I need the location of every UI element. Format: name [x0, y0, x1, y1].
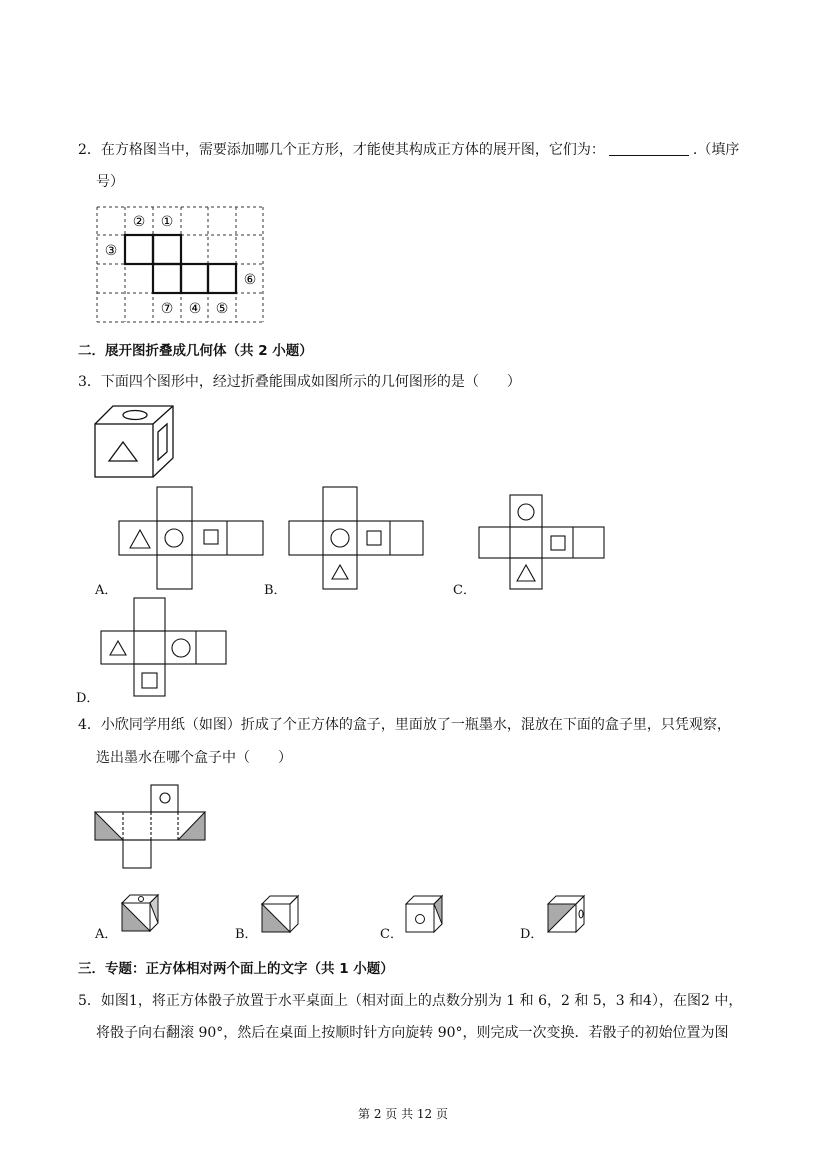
- q4-option-a-cube: [122, 895, 167, 935]
- q3-option-d-label[interactable]: D．: [76, 691, 100, 706]
- q4-line2: 选出墨水在哪个盒子中（ ）: [96, 750, 292, 766]
- q3-option-b-label[interactable]: B．: [264, 583, 287, 598]
- grid-label-6: ⑥: [243, 272, 257, 288]
- section-3-title: 三．专题：正方体相对两个面上的文字（共 1 小题）: [78, 961, 394, 977]
- q2-text-a: 2．在方格图当中，需要添加哪几个正方形，才能使其构成正方体的展开图，它们为：: [78, 142, 605, 158]
- q4-net-figure: [95, 785, 210, 875]
- q2-line2: 号）: [96, 174, 124, 190]
- q4-option-d-label[interactable]: D．: [520, 927, 544, 942]
- q3-option-b-net: [289, 487, 429, 592]
- q4-option-b-label[interactable]: B．: [235, 927, 258, 942]
- q2-grid-figure: [97, 207, 267, 327]
- q5-line2: 将骰子向右翻滚 90°，然后在桌面上按顺时针方向旋转 90°，则完成一次变换．若骰子的初始位置为图: [96, 1025, 729, 1041]
- q3-option-d-net: [101, 598, 236, 703]
- grid-label-7: ⑦: [160, 301, 174, 317]
- grid-label-4: ④: [188, 301, 202, 317]
- grid-label-1: ①: [160, 214, 174, 230]
- q4-option-b-cube: [262, 896, 307, 936]
- q4-option-c-cube: [406, 896, 451, 936]
- q4-line1: 4．小欣同学用纸（如图）折成了个正方体的盒子，里面放了一瓶墨水，混放在下面的盒子里，只凭观察，: [78, 717, 731, 733]
- q2-line1: [78, 139, 739, 159]
- grid-label-5: ⑤: [215, 301, 229, 317]
- q4-option-a-label[interactable]: A．: [95, 927, 118, 942]
- grid-label-3: ③: [104, 243, 118, 259]
- q3-option-a-label[interactable]: A．: [95, 583, 118, 598]
- q5-line1: 5．如图1，将正方体骰子放置于水平桌面上（相对面上的点数分别为 1 和 6，2 和 5，3 和4），在图2 中，: [78, 993, 743, 1009]
- q3-option-a-net: [119, 487, 269, 592]
- q3-stem: 3．下面四个图形中，经过折叠能围成如图所示的几何图形的是（ ）: [78, 374, 521, 390]
- q4-option-c-label[interactable]: C．: [380, 927, 403, 942]
- page-footer: 第 2 页 共 12 页: [358, 1107, 448, 1121]
- q4-option-d-cube: [548, 896, 593, 936]
- q3-option-c-net: [479, 495, 609, 595]
- q3-cube-figure: [95, 406, 185, 476]
- section-2-title: 二．展开图折叠成几何体（共 2 小题）: [78, 343, 313, 359]
- answer-blank[interactable]: [609, 141, 689, 156]
- q2-text-b: .（填序: [692, 142, 740, 158]
- grid-label-2: ②: [132, 214, 146, 230]
- q3-option-c-label[interactable]: C．: [453, 583, 476, 598]
